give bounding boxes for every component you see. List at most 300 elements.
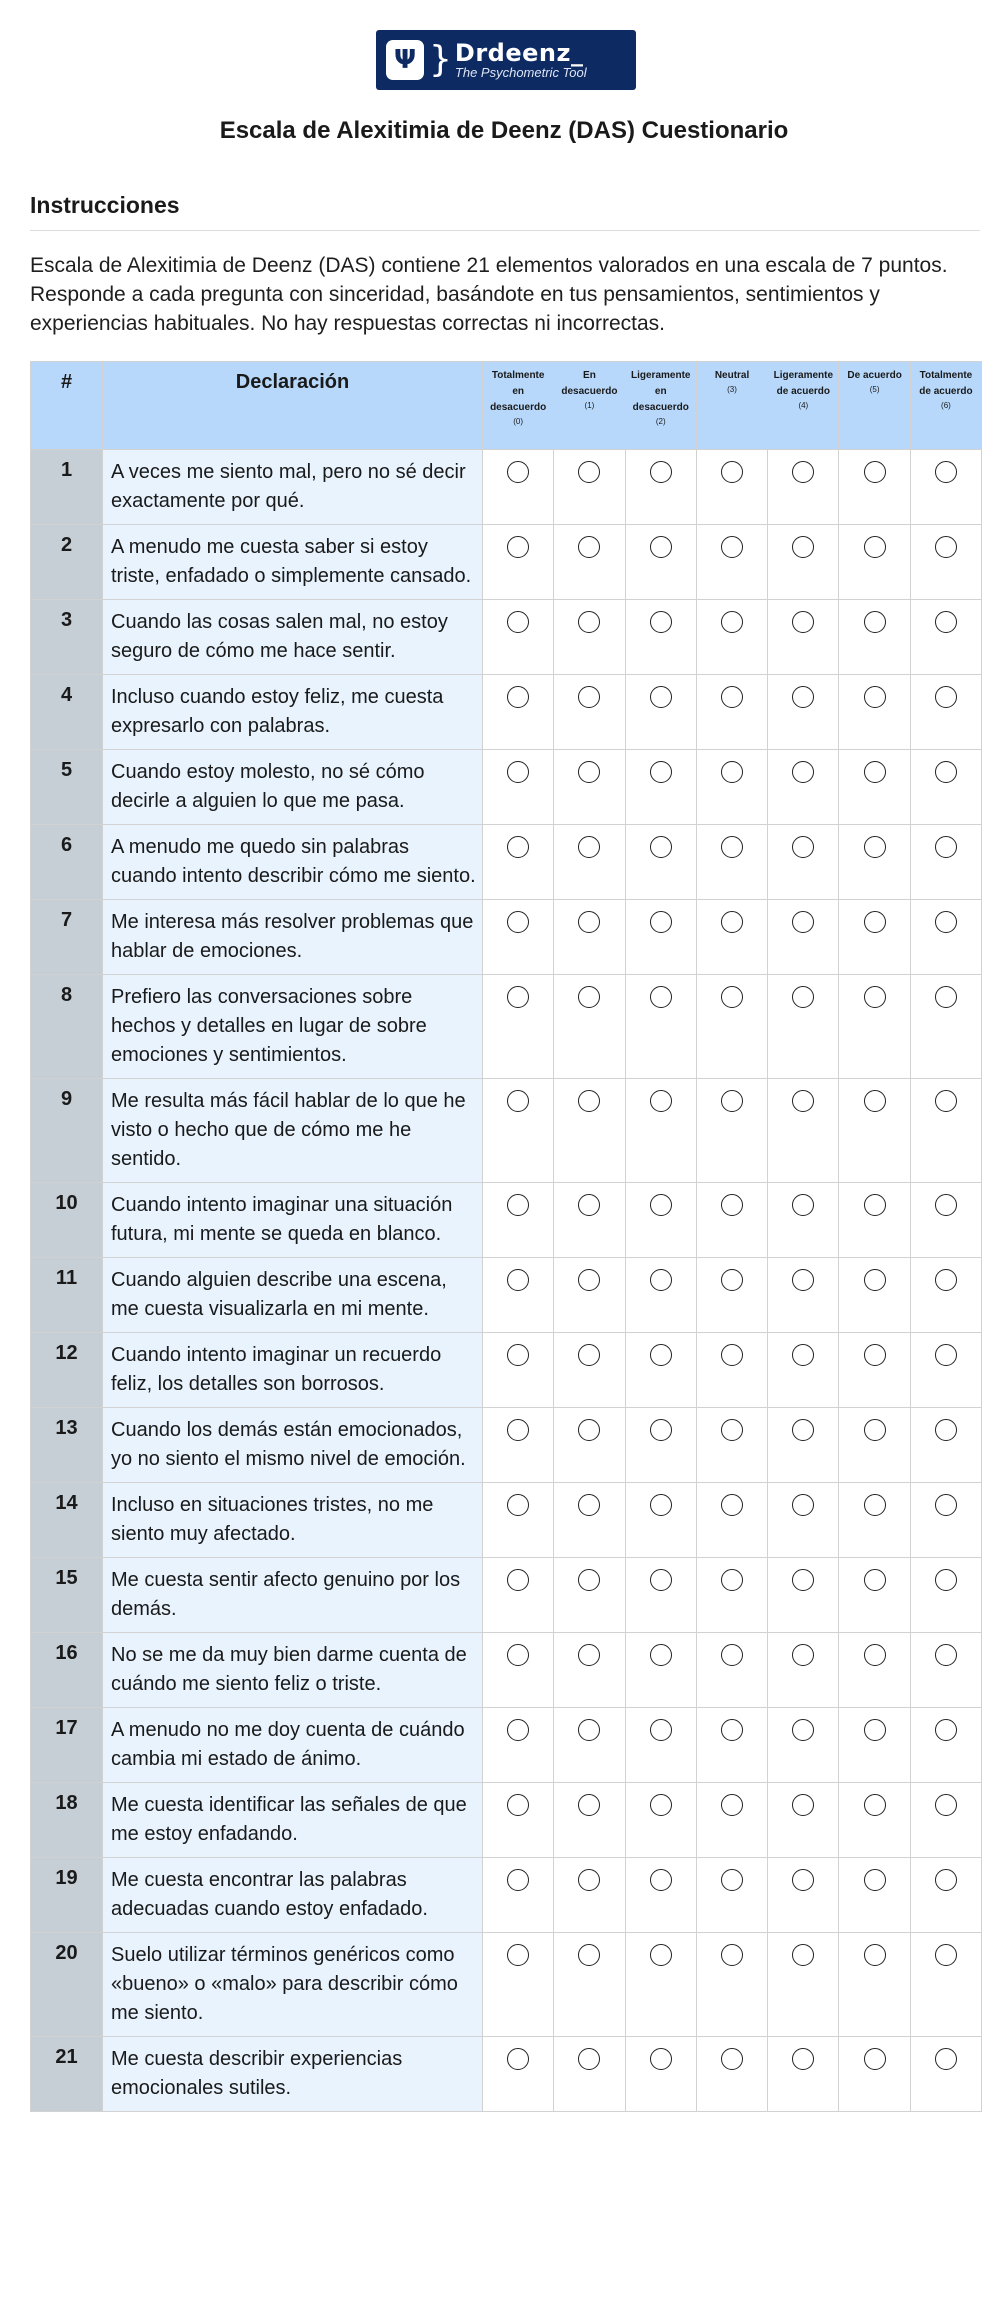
radio-button-q17-option-4[interactable]: [792, 1719, 814, 1741]
item-statement: Me resulta más fácil hablar de lo que he visto o hecho que de cómo me he sentido.: [103, 1079, 483, 1183]
radio-button-q18-option-0[interactable]: [507, 1794, 529, 1816]
option-cell: [483, 600, 554, 675]
option-cell: [910, 1933, 981, 2037]
option-cell: [910, 525, 981, 600]
radio-button-q12-option-2[interactable]: [650, 1344, 672, 1366]
option-cell: [625, 1933, 696, 2037]
radio-button-q13-option-0[interactable]: [507, 1419, 529, 1441]
item-number: 21: [31, 2037, 103, 2112]
radio-button-q13-option-6[interactable]: [935, 1419, 957, 1441]
option-cell: [625, 1858, 696, 1933]
radio-button-q20-option-0[interactable]: [507, 1944, 529, 1966]
radio-button-q1-option-5[interactable]: [864, 461, 886, 483]
radio-button-q20-option-2[interactable]: [650, 1944, 672, 1966]
radio-button-q19-option-4[interactable]: [792, 1869, 814, 1891]
option-cell: [768, 1633, 839, 1708]
radio-button-q8-option-4[interactable]: [792, 986, 814, 1008]
table-row: [31, 1783, 982, 1858]
table-row: [31, 900, 982, 975]
radio-button-q4-option-3[interactable]: [721, 686, 743, 708]
option-cell: [554, 525, 625, 600]
radio-button-q19-option-3[interactable]: [721, 1869, 743, 1891]
radio-button-q6-option-2[interactable]: [650, 836, 672, 858]
option-cell: [696, 1183, 767, 1258]
radio-button-q2-option-3[interactable]: [721, 536, 743, 558]
radio-button-q15-option-2[interactable]: [650, 1569, 672, 1591]
option-cell: [625, 825, 696, 900]
table-row: [31, 1079, 982, 1183]
radio-button-q13-option-4[interactable]: [792, 1419, 814, 1441]
radio-button-q5-option-3[interactable]: [721, 761, 743, 783]
radio-button-q5-option-0[interactable]: [507, 761, 529, 783]
item-number: 13: [31, 1408, 103, 1483]
item-statement: Me cuesta sentir afecto genuino por los demás.: [103, 1558, 483, 1633]
radio-button-q8-option-0[interactable]: [507, 986, 529, 1008]
header-number: #: [31, 362, 103, 450]
item-statement: Me cuesta identificar las señales de que me estoy enfadando.: [103, 1783, 483, 1858]
radio-button-q4-option-5[interactable]: [864, 686, 886, 708]
radio-button-q21-option-2[interactable]: [650, 2048, 672, 2070]
radio-button-q6-option-5[interactable]: [864, 836, 886, 858]
option-cell: [768, 2037, 839, 2112]
radio-button-q16-option-1[interactable]: [578, 1644, 600, 1666]
radio-button-q21-option-4[interactable]: [792, 2048, 814, 2070]
item-number: 8: [31, 975, 103, 1079]
option-cell: [625, 1408, 696, 1483]
option-cell: [554, 1258, 625, 1333]
item-number: 19: [31, 1858, 103, 1933]
radio-button-q14-option-6[interactable]: [935, 1494, 957, 1516]
radio-button-q12-option-5[interactable]: [864, 1344, 886, 1366]
header-statement: Declaración: [103, 362, 483, 450]
option-cell: [696, 1633, 767, 1708]
option-cell: [554, 1408, 625, 1483]
radio-button-q11-option-4[interactable]: [792, 1269, 814, 1291]
table-row: [31, 750, 982, 825]
radio-button-q4-option-6[interactable]: [935, 686, 957, 708]
item-statement: Prefiero las conversaciones sobre hechos y detalles en lugar de sobre emociones y sentimientos.: [103, 975, 483, 1079]
option-cell: [625, 1633, 696, 1708]
option-cell: [483, 525, 554, 600]
radio-button-q8-option-1[interactable]: [578, 986, 600, 1008]
radio-button-q3-option-3[interactable]: [721, 611, 743, 633]
item-number: 3: [31, 600, 103, 675]
radio-button-q10-option-2[interactable]: [650, 1194, 672, 1216]
radio-button-q5-option-4[interactable]: [792, 761, 814, 783]
radio-button-q18-option-1[interactable]: [578, 1794, 600, 1816]
radio-button-q17-option-5[interactable]: [864, 1719, 886, 1741]
radio-button-q15-option-0[interactable]: [507, 1569, 529, 1591]
header-option-1: [554, 362, 625, 450]
radio-button-q9-option-3[interactable]: [721, 1090, 743, 1112]
item-statement: A menudo me quedo sin palabras cuando intento describir cómo me siento.: [103, 825, 483, 900]
radio-button-q13-option-2[interactable]: [650, 1419, 672, 1441]
radio-button-q19-option-0[interactable]: [507, 1869, 529, 1891]
radio-button-q2-option-4[interactable]: [792, 536, 814, 558]
item-statement: Cuando intento imaginar una situación futura, mi mente se queda en blanco.: [103, 1183, 483, 1258]
radio-button-q15-option-4[interactable]: [792, 1569, 814, 1591]
table-row: [31, 1633, 982, 1708]
radio-button-q20-option-1[interactable]: [578, 1944, 600, 1966]
option-cell: [910, 1708, 981, 1783]
radio-button-q1-option-6[interactable]: [935, 461, 957, 483]
radio-button-q13-option-5[interactable]: [864, 1419, 886, 1441]
radio-button-q7-option-1[interactable]: [578, 911, 600, 933]
radio-button-q13-option-1[interactable]: [578, 1419, 600, 1441]
radio-button-q2-option-1[interactable]: [578, 536, 600, 558]
radio-button-q8-option-3[interactable]: [721, 986, 743, 1008]
option-cell: [554, 1783, 625, 1858]
item-number: 18: [31, 1783, 103, 1858]
radio-button-q7-option-2[interactable]: [650, 911, 672, 933]
item-statement: Cuando las cosas salen mal, no estoy seguro de cómo me hace sentir.: [103, 600, 483, 675]
radio-button-q21-option-0[interactable]: [507, 2048, 529, 2070]
option-cell: [696, 675, 767, 750]
option-cell: [768, 600, 839, 675]
option-value: (4): [798, 401, 809, 410]
option-cell: [839, 975, 910, 1079]
option-cell: [839, 825, 910, 900]
option-cell: [696, 1483, 767, 1558]
header-option-6: [910, 362, 981, 450]
option-cell: [554, 675, 625, 750]
header-option-5: [839, 362, 910, 450]
option-cell: [910, 975, 981, 1079]
option-cell: [696, 1408, 767, 1483]
radio-button-q9-option-6[interactable]: [935, 1090, 957, 1112]
radio-button-q20-option-3[interactable]: [721, 1944, 743, 1966]
table-row: [31, 675, 982, 750]
radio-button-q3-option-0[interactable]: [507, 611, 529, 633]
radio-button-q9-option-4[interactable]: [792, 1090, 814, 1112]
radio-button-q20-option-5[interactable]: [864, 1944, 886, 1966]
table-row: [31, 1933, 982, 2037]
radio-button-q21-option-1[interactable]: [578, 2048, 600, 2070]
radio-button-q10-option-0[interactable]: [507, 1194, 529, 1216]
radio-button-q3-option-6[interactable]: [935, 611, 957, 633]
radio-button-q17-option-3[interactable]: [721, 1719, 743, 1741]
radio-button-q6-option-1[interactable]: [578, 836, 600, 858]
table-row: [31, 825, 982, 900]
radio-button-q16-option-2[interactable]: [650, 1644, 672, 1666]
radio-button-q16-option-3[interactable]: [721, 1644, 743, 1666]
item-statement: Incluso en situaciones tristes, no me siento muy afectado.: [103, 1483, 483, 1558]
option-label: En desacuerdo: [561, 370, 618, 397]
option-label: Ligeramente en desacuerdo: [631, 370, 691, 413]
option-cell: [839, 900, 910, 975]
radio-button-q1-option-0[interactable]: [507, 461, 529, 483]
option-cell: [625, 600, 696, 675]
radio-button-q11-option-3[interactable]: [721, 1269, 743, 1291]
radio-button-q19-option-6[interactable]: [935, 1869, 957, 1891]
instructions-heading: Instrucciones: [30, 192, 180, 218]
item-number: 14: [31, 1483, 103, 1558]
option-cell: [483, 1183, 554, 1258]
option-cell: [625, 525, 696, 600]
psi-logo-icon: Ψ: [386, 40, 424, 80]
option-cell: [625, 900, 696, 975]
option-cell: [554, 450, 625, 525]
radio-button-q3-option-1[interactable]: [578, 611, 600, 633]
option-cell: [910, 1079, 981, 1183]
radio-button-q14-option-4[interactable]: [792, 1494, 814, 1516]
radio-button-q17-option-1[interactable]: [578, 1719, 600, 1741]
radio-button-q7-option-4[interactable]: [792, 911, 814, 933]
option-cell: [554, 600, 625, 675]
brand-logo: [376, 30, 636, 90]
radio-button-q14-option-5[interactable]: [864, 1494, 886, 1516]
option-cell: [910, 450, 981, 525]
option-cell: [483, 1708, 554, 1783]
option-label: Neutral: [714, 370, 750, 381]
radio-button-q11-option-5[interactable]: [864, 1269, 886, 1291]
radio-button-q1-option-3[interactable]: [721, 461, 743, 483]
option-cell: [554, 1183, 625, 1258]
item-statement: Cuando intento imaginar un recuerdo feliz, los detalles son borrosos.: [103, 1333, 483, 1408]
option-value: (0): [513, 417, 524, 426]
item-statement: Me cuesta describir experiencias emocionales sutiles.: [103, 2037, 483, 2112]
option-cell: [483, 1483, 554, 1558]
radio-button-q2-option-2[interactable]: [650, 536, 672, 558]
radio-button-q8-option-6[interactable]: [935, 986, 957, 1008]
option-cell: [768, 1708, 839, 1783]
radio-button-q8-option-5[interactable]: [864, 986, 886, 1008]
option-cell: [483, 750, 554, 825]
radio-button-q11-option-2[interactable]: [650, 1269, 672, 1291]
option-cell: [696, 450, 767, 525]
option-cell: [483, 1633, 554, 1708]
option-cell: [696, 1708, 767, 1783]
radio-button-q21-option-6[interactable]: [935, 2048, 957, 2070]
radio-button-q13-option-3[interactable]: [721, 1419, 743, 1441]
item-number: 15: [31, 1558, 103, 1633]
item-number: 7: [31, 900, 103, 975]
radio-button-q2-option-0[interactable]: [507, 536, 529, 558]
option-cell: [768, 1858, 839, 1933]
radio-button-q6-option-6[interactable]: [935, 836, 957, 858]
option-label: De acuerdo: [847, 370, 902, 381]
option-cell: [839, 750, 910, 825]
radio-button-q4-option-1[interactable]: [578, 686, 600, 708]
item-statement: Suelo utilizar términos genéricos como «bueno» o «malo» para describir cómo me siento.: [103, 1933, 483, 2037]
radio-button-q9-option-1[interactable]: [578, 1090, 600, 1112]
radio-button-q3-option-2[interactable]: [650, 611, 672, 633]
option-cell: [839, 450, 910, 525]
option-cell: [625, 2037, 696, 2112]
radio-button-q4-option-4[interactable]: [792, 686, 814, 708]
radio-button-q14-option-2[interactable]: [650, 1494, 672, 1516]
radio-button-q3-option-5[interactable]: [864, 611, 886, 633]
option-cell: [839, 1633, 910, 1708]
radio-button-q17-option-6[interactable]: [935, 1719, 957, 1741]
option-cell: [768, 1408, 839, 1483]
option-cell: [839, 1408, 910, 1483]
radio-button-q21-option-3[interactable]: [721, 2048, 743, 2070]
radio-button-q6-option-4[interactable]: [792, 836, 814, 858]
option-cell: [483, 450, 554, 525]
option-cell: [696, 750, 767, 825]
radio-button-q2-option-6[interactable]: [935, 536, 957, 558]
radio-button-q6-option-0[interactable]: [507, 836, 529, 858]
radio-button-q20-option-4[interactable]: [792, 1944, 814, 1966]
option-cell: [483, 1558, 554, 1633]
option-cell: [910, 825, 981, 900]
option-cell: [483, 1783, 554, 1858]
radio-button-q1-option-1[interactable]: [578, 461, 600, 483]
radio-button-q19-option-1[interactable]: [578, 1869, 600, 1891]
item-statement: A menudo me cuesta saber si estoy triste, enfadado o simplemente cansado.: [103, 525, 483, 600]
radio-button-q21-option-5[interactable]: [864, 2048, 886, 2070]
radio-button-q15-option-6[interactable]: [935, 1569, 957, 1591]
radio-button-q10-option-6[interactable]: [935, 1194, 957, 1216]
radio-button-q14-option-0[interactable]: [507, 1494, 529, 1516]
option-cell: [625, 1258, 696, 1333]
option-cell: [696, 1258, 767, 1333]
option-cell: [625, 1708, 696, 1783]
radio-button-q12-option-4[interactable]: [792, 1344, 814, 1366]
radio-button-q7-option-3[interactable]: [721, 911, 743, 933]
option-cell: [910, 900, 981, 975]
radio-button-q12-option-3[interactable]: [721, 1344, 743, 1366]
radio-button-q1-option-2[interactable]: [650, 461, 672, 483]
radio-button-q7-option-5[interactable]: [864, 911, 886, 933]
section-divider: [30, 230, 980, 231]
radio-button-q18-option-4[interactable]: [792, 1794, 814, 1816]
radio-button-q5-option-1[interactable]: [578, 761, 600, 783]
radio-button-q12-option-0[interactable]: [507, 1344, 529, 1366]
radio-button-q16-option-5[interactable]: [864, 1644, 886, 1666]
radio-button-q9-option-0[interactable]: [507, 1090, 529, 1112]
option-cell: [554, 825, 625, 900]
radio-button-q16-option-0[interactable]: [507, 1644, 529, 1666]
option-cell: [768, 450, 839, 525]
option-cell: [839, 1558, 910, 1633]
radio-button-q10-option-5[interactable]: [864, 1194, 886, 1216]
item-number: 16: [31, 1633, 103, 1708]
radio-button-q1-option-4[interactable]: [792, 461, 814, 483]
radio-button-q15-option-1[interactable]: [578, 1569, 600, 1591]
option-cell: [483, 900, 554, 975]
option-cell: [910, 1783, 981, 1858]
radio-button-q14-option-1[interactable]: [578, 1494, 600, 1516]
table-row: [31, 2037, 982, 2112]
option-value: (2): [655, 417, 666, 426]
option-cell: [554, 1858, 625, 1933]
option-cell: [483, 1258, 554, 1333]
option-cell: [696, 525, 767, 600]
option-cell: [910, 750, 981, 825]
radio-button-q4-option-2[interactable]: [650, 686, 672, 708]
radio-button-q18-option-6[interactable]: [935, 1794, 957, 1816]
item-number: 2: [31, 525, 103, 600]
option-cell: [910, 1183, 981, 1258]
radio-button-q16-option-6[interactable]: [935, 1644, 957, 1666]
radio-button-q2-option-5[interactable]: [864, 536, 886, 558]
radio-button-q19-option-2[interactable]: [650, 1869, 672, 1891]
item-statement: Me cuesta encontrar las palabras adecuadas cuando estoy enfadado.: [103, 1858, 483, 1933]
radio-button-q11-option-0[interactable]: [507, 1269, 529, 1291]
option-cell: [483, 825, 554, 900]
radio-button-q5-option-2[interactable]: [650, 761, 672, 783]
item-statement: Incluso cuando estoy feliz, me cuesta expresarlo con palabras.: [103, 675, 483, 750]
radio-button-q5-option-6[interactable]: [935, 761, 957, 783]
item-number: 6: [31, 825, 103, 900]
radio-button-q10-option-4[interactable]: [792, 1194, 814, 1216]
brand-banner: [376, 30, 636, 90]
option-cell: [554, 2037, 625, 2112]
option-cell: [696, 825, 767, 900]
radio-button-q4-option-0[interactable]: [507, 686, 529, 708]
radio-button-q18-option-5[interactable]: [864, 1794, 886, 1816]
radio-button-q16-option-4[interactable]: [792, 1644, 814, 1666]
radio-button-q6-option-3[interactable]: [721, 836, 743, 858]
radio-button-q15-option-5[interactable]: [864, 1569, 886, 1591]
option-cell: [768, 750, 839, 825]
item-number: 4: [31, 675, 103, 750]
radio-button-q3-option-4[interactable]: [792, 611, 814, 633]
item-statement: Cuando estoy molesto, no sé cómo decirle a alguien lo que me pasa.: [103, 750, 483, 825]
radio-button-q17-option-0[interactable]: [507, 1719, 529, 1741]
radio-button-q8-option-2[interactable]: [650, 986, 672, 1008]
header-option-2: [625, 362, 696, 450]
radio-button-q19-option-5[interactable]: [864, 1869, 886, 1891]
radio-button-q11-option-6[interactable]: [935, 1269, 957, 1291]
option-cell: [839, 1483, 910, 1558]
radio-button-q12-option-6[interactable]: [935, 1344, 957, 1366]
radio-button-q18-option-2[interactable]: [650, 1794, 672, 1816]
table-row: [31, 975, 982, 1079]
radio-button-q18-option-3[interactable]: [721, 1794, 743, 1816]
option-cell: [625, 975, 696, 1079]
option-cell: [554, 750, 625, 825]
option-cell: [483, 1933, 554, 2037]
option-cell: [696, 2037, 767, 2112]
option-cell: [910, 1558, 981, 1633]
radio-button-q9-option-2[interactable]: [650, 1090, 672, 1112]
item-statement: A veces me siento mal, pero no sé decir exactamente por qué.: [103, 450, 483, 525]
radio-button-q17-option-2[interactable]: [650, 1719, 672, 1741]
radio-button-q11-option-1[interactable]: [578, 1269, 600, 1291]
radio-button-q7-option-6[interactable]: [935, 911, 957, 933]
table-row: [31, 525, 982, 600]
option-cell: [768, 525, 839, 600]
radio-button-q20-option-6[interactable]: [935, 1944, 957, 1966]
radio-button-q10-option-1[interactable]: [578, 1194, 600, 1216]
radio-button-q12-option-1[interactable]: [578, 1344, 600, 1366]
option-cell: [910, 2037, 981, 2112]
option-cell: [768, 1079, 839, 1183]
radio-button-q5-option-5[interactable]: [864, 761, 886, 783]
radio-button-q9-option-5[interactable]: [864, 1090, 886, 1112]
table-row: [31, 1558, 982, 1633]
table-body: [31, 450, 982, 2112]
radio-button-q10-option-3[interactable]: [721, 1194, 743, 1216]
option-cell: [839, 1183, 910, 1258]
option-cell: [696, 1558, 767, 1633]
option-cell: [554, 1333, 625, 1408]
option-cell: [483, 675, 554, 750]
option-cell: [696, 1079, 767, 1183]
item-number: 5: [31, 750, 103, 825]
radio-button-q14-option-3[interactable]: [721, 1494, 743, 1516]
option-value: (3): [727, 385, 737, 394]
item-number: 10: [31, 1183, 103, 1258]
radio-button-q7-option-0[interactable]: [507, 911, 529, 933]
option-cell: [910, 600, 981, 675]
item-statement: No se me da muy bien darme cuenta de cuándo me siento feliz o triste.: [103, 1633, 483, 1708]
instructions-text: Escala de Alexitimia de Deenz (DAS) contiene 21 elementos valorados en una escala de 7 puntos. Responde a cada pregunta con sinceridad, basándote en tus pensamientos, sentimientos y experiencias habituales. No hay respuestas correctas ni incorrectas.: [30, 254, 948, 335]
radio-button-q15-option-3[interactable]: [721, 1569, 743, 1591]
